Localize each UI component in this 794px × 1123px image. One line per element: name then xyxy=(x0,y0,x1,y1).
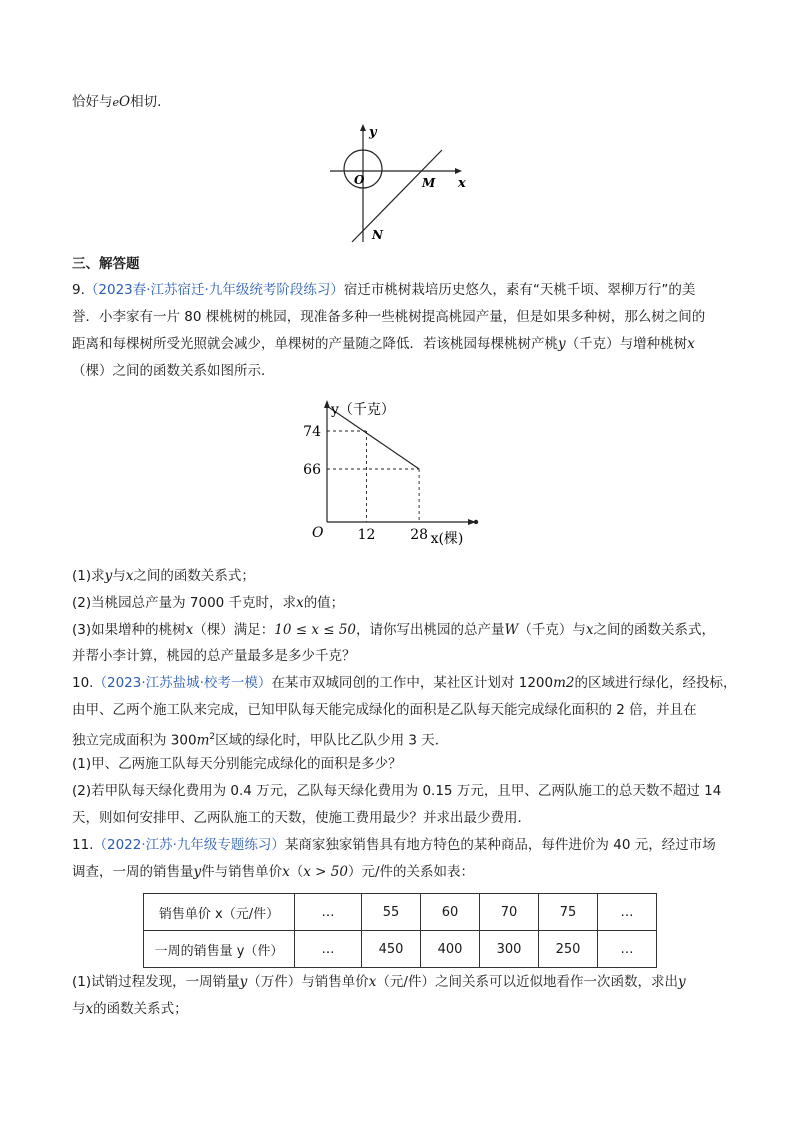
table-cell: 400 xyxy=(421,931,480,968)
tangent-line xyxy=(352,150,442,242)
sales-table xyxy=(143,893,657,968)
origin-label: O xyxy=(312,525,324,541)
q9-sub3 xyxy=(72,620,715,640)
q11-text2a: 调查，一周的销售量 xyxy=(72,864,194,880)
q11-var-y: y xyxy=(193,864,202,880)
q10-number: 10. xyxy=(72,675,94,691)
q9-sub1-c: 之间的函数关系式； xyxy=(133,568,255,584)
table-cell: 250 xyxy=(539,931,598,968)
q9-sub3-line2: 并帮小李计算，桃园的总产量最多是多少千克？ xyxy=(72,648,356,664)
table-cell: 70 xyxy=(480,894,539,931)
q10-text1b: 的区域进行绿化，经投标， xyxy=(574,675,737,691)
q9-sub3-cond: 10 ≤ x ≤ 50 xyxy=(274,622,357,638)
circle-o: O xyxy=(119,94,131,110)
q11-sub1-l2a: 与 xyxy=(72,1001,86,1017)
q11-text2d: ）元/件的关系如表： xyxy=(347,864,475,880)
q11-sub1-l2x: x xyxy=(85,1001,94,1017)
q9-line4: （棵）之间的函数关系如图所示． xyxy=(72,363,275,379)
figure-circle-tangent xyxy=(320,120,480,250)
q9-sub1-y: y xyxy=(104,568,113,584)
q10-text3b: 区域的绿化时，甲队比乙队少用 3 天． xyxy=(215,732,449,749)
q11-line2 xyxy=(72,862,474,882)
q9-text3: 距离和每棵树所受光照就会减少，单棵树的产量随之降低．若该桃园每棵桃树产桃 xyxy=(72,336,558,352)
table-cell: 销售单价 x（元/件） xyxy=(144,894,295,931)
table-cell: 一周的销售量 y（件） xyxy=(144,931,295,968)
q9-sub3-d: （千克）与 xyxy=(518,622,586,638)
q11-sub1-c: （元/件）之间关系可以近似地看作一次函数，求出 xyxy=(376,974,678,990)
circle-symbol: e xyxy=(112,96,120,109)
q10-sub2-line1: (2)若甲队每天绿化费用为 0.4 万元，乙队每天绿化费用为 0.15 万元，且甲、乙两队施工的总天数不超过 14 xyxy=(72,783,722,799)
q9-text1: 宿迁市桃树栽培历史悠久，素有“天桃千顷、翠柳万行”的美 xyxy=(343,282,696,298)
q9-sub3-x2: x xyxy=(585,622,594,638)
q9-line2: 誉．小李家有一片 80 棵桃树的桃园，现准备多种一些桃树提高桃园产量，但是如果多种树，那么树之间的 xyxy=(72,309,706,325)
label-m: M xyxy=(422,176,436,190)
table-cell: … xyxy=(598,931,657,968)
q11-sub1-l2b: 的函数关系式； xyxy=(93,1001,188,1017)
q11-number: 11. xyxy=(72,837,94,853)
q9-var-x: x xyxy=(687,336,695,352)
q11-var-x: x xyxy=(282,864,290,880)
figure-yield-chart xyxy=(290,396,490,548)
table-cell: 450 xyxy=(362,931,421,968)
q9-line3 xyxy=(72,334,695,354)
q11-sub1-a: (1)试销过程发现，一周销量 xyxy=(72,974,240,990)
x-axis-arrow xyxy=(455,168,462,174)
q9-text3b: （千克）与增种桃树 xyxy=(565,336,688,352)
q9-sub3-c: ，请你写出桃园的总产量 xyxy=(356,622,505,638)
q11-sub1-x: x xyxy=(368,974,377,990)
y-axis-arrow xyxy=(360,124,366,131)
table-cell: 75 xyxy=(539,894,598,931)
table-cell: … xyxy=(295,931,362,968)
q11-cond: x > 50 xyxy=(303,864,348,880)
q11-text2c: （ xyxy=(289,864,304,880)
q10-sub2-line2: 天，则如何安排甲、乙两队施工的天数，使施工费用最少？并求出最少费用． xyxy=(72,810,531,826)
y-tick-label: 74 xyxy=(303,424,321,440)
y-tick-label: 66 xyxy=(303,462,321,478)
q9-sub1-b: 与 xyxy=(112,568,126,584)
x-tick-label: 12 xyxy=(357,527,376,543)
table-cell: 60 xyxy=(421,894,480,931)
q10-line2: 由甲、乙两个施工队来完成，已知甲队每天能完成绿化的面积是乙队每天能完成绿化面积的 2 倍，并且在 xyxy=(72,702,697,718)
label-y: y xyxy=(369,125,377,140)
q9-sub2-a: (2)当桃园总产量为 7000 千克时，求 xyxy=(72,595,297,611)
x-axis-label: x(棵) xyxy=(430,531,464,547)
q9-sub3-w: W xyxy=(504,622,519,638)
q10-text3a: 独立完成面积为 300 xyxy=(72,732,197,749)
q9-sub2-x: x xyxy=(296,595,304,611)
q10-source: （2023·江苏盐城·校考一模） xyxy=(93,675,272,691)
q11-sub1-line1 xyxy=(72,972,686,992)
table-row xyxy=(144,931,657,968)
q9-number: 9. xyxy=(72,282,85,298)
q9-sub3-b: （棵）满足： xyxy=(193,622,275,638)
q11-sub1-y: y xyxy=(239,974,248,990)
q11-text1: 某商家独家销售具有地方特色的某种商品，每件进价为 40 元，经过市场 xyxy=(284,837,716,853)
q9-line1 xyxy=(72,280,695,300)
intro-before: 恰好与 xyxy=(72,94,113,110)
q9-sub2 xyxy=(72,593,344,613)
q10-unit-m: m xyxy=(196,732,210,749)
label-x: x xyxy=(458,176,466,191)
q10-unit-m2: m2 xyxy=(553,675,575,691)
q10-sub1: (1)甲、乙两施工队每天分别能完成绿化的面积是多少？ xyxy=(72,756,402,772)
q9-sub3-a: (3)如果增种的桃树 xyxy=(72,622,186,638)
q9-sub1-x: x xyxy=(125,568,134,584)
q9-sub3-e: 之间的函数关系式， xyxy=(593,622,716,638)
section-title: 三、解答题 xyxy=(72,256,140,272)
q10-text1a: 在某市双城同创的工作中，某社区计划对 1200 xyxy=(271,675,554,691)
q11-line1 xyxy=(72,835,716,855)
table-cell: … xyxy=(598,894,657,931)
table-row xyxy=(144,894,657,931)
q9-sub1-a: (1)求 xyxy=(72,568,105,584)
q10-line3 xyxy=(72,727,448,751)
q9-sub3-x: x xyxy=(185,622,194,638)
q10-unit-sup: 2 xyxy=(209,732,216,742)
table-cell: 300 xyxy=(480,931,539,968)
q11-sub1-line2 xyxy=(72,999,188,1019)
x-tick-label: 28 xyxy=(410,527,429,543)
x-axis-end-dot xyxy=(474,520,478,524)
label-n: N xyxy=(372,228,383,242)
q9-source: （2023春·江苏宿迁·九年级统考阶段练习） xyxy=(84,282,344,298)
intro-after: 相切. xyxy=(130,94,162,110)
intro-line xyxy=(72,92,161,113)
q11-sub1-b: （万件）与销售单价 xyxy=(247,974,369,990)
q9-var-y: y xyxy=(558,336,566,352)
q9-sub2-b: 的值； xyxy=(303,595,345,611)
table-cell: 55 xyxy=(362,894,421,931)
q11-sub1-y2: y xyxy=(677,974,686,990)
y-axis-label: y（千克） xyxy=(331,402,395,418)
q9-sub1 xyxy=(72,566,255,586)
q10-line1 xyxy=(72,673,736,693)
label-o: O xyxy=(354,173,365,187)
q11-text2b: 件与销售单价 xyxy=(201,864,283,880)
table-cell: … xyxy=(295,894,362,931)
q11-source: （2022·江苏·九年级专题练习） xyxy=(93,837,285,853)
